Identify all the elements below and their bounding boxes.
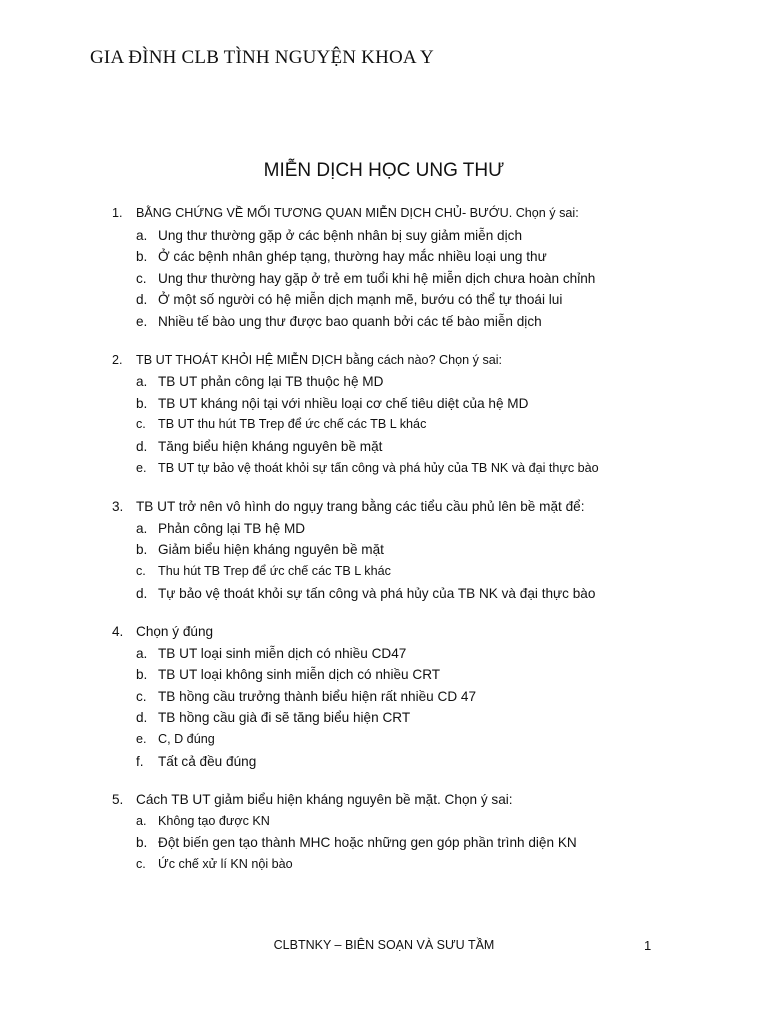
option-text: Ung thư thường gặp ở các bệnh nhân bị suy giảm miễn dịch — [158, 227, 522, 243]
question-1 — [0, 203, 768, 333]
question-text: BẰNG CHỨNG VỀ MỐI TƯƠNG QUAN MIỄN DỊCH CHỦ- BƯỚU. Chọn ý sai: — [136, 206, 579, 220]
option — [0, 371, 768, 393]
option — [0, 664, 768, 686]
option-letter: d. — [136, 710, 148, 726]
option-letter: a. — [136, 645, 148, 661]
question-stem — [0, 496, 768, 518]
option-letter: c. — [136, 270, 147, 286]
option — [0, 854, 768, 876]
option — [0, 729, 768, 751]
option-text: TB UT tự bảo vệ thoát khỏi sự tấn công và phá hủy của TB NK và đại thực bào — [158, 460, 599, 475]
option-letter: a. — [136, 813, 147, 828]
option — [0, 518, 768, 540]
option-letter: a. — [136, 520, 148, 536]
option-letter: e. — [136, 460, 147, 475]
option — [0, 707, 768, 729]
question-number: 3. — [112, 499, 124, 515]
option — [0, 811, 768, 833]
question-number: 5. — [112, 792, 124, 808]
option-letter: b. — [136, 249, 148, 265]
question-list — [0, 203, 768, 893]
document-header: GIA ĐÌNH CLB TÌNH NGUYỆN KHOA Y — [90, 47, 434, 68]
option-text: C, D đúng — [158, 732, 215, 747]
option-text: Giảm biểu hiện kháng nguyên bề mặt — [158, 542, 384, 558]
question-stem — [0, 789, 768, 811]
option — [0, 686, 768, 708]
question-5 — [0, 789, 768, 875]
question-3 — [0, 496, 768, 604]
question-stem — [0, 621, 768, 643]
option-letter: d. — [136, 585, 148, 601]
option-text: Đột biến gen tạo thành MHC hoặc những gen góp phần trình diện KN — [158, 835, 577, 851]
question-text: Cách TB UT giảm biểu hiện kháng nguyên bề mặt. Chọn ý sai: — [136, 792, 513, 808]
option-letter: c. — [136, 857, 146, 872]
option-text: Ở các bệnh nhân ghép tạng, thường hay mắc nhiều loại ung thư — [158, 249, 547, 265]
option-letter: d. — [136, 438, 148, 454]
option-letter: b. — [136, 542, 148, 558]
page-number: 1 — [644, 938, 652, 953]
option-text: TB UT loại không sinh miễn dịch có nhiều CRT — [158, 667, 441, 683]
option-letter: b. — [136, 667, 148, 683]
option-text: Phản công lại TB hệ MD — [158, 520, 306, 536]
option-text: TB UT thu hút TB Trep để ức chế các TB L khác — [158, 417, 427, 432]
option-text: Ức chế xử lí KN nội bào — [158, 857, 293, 872]
option-text: TB hồng cầu trưởng thành biểu hiện rất nhiều CD 47 — [158, 688, 477, 704]
option — [0, 832, 768, 854]
option-letter: d. — [136, 292, 148, 308]
question-2 — [0, 350, 768, 480]
question-text: TB UT THOÁT KHỎI HỆ MIỄN DỊCH bằng cách nào? Chọn ý sai: — [136, 352, 503, 367]
option — [0, 289, 768, 311]
page-title: MIỄN DỊCH HỌC UNG THƯ — [263, 160, 505, 181]
option-text: TB UT kháng nội tại với nhiều loại cơ chế tiêu diệt của hệ MD — [158, 395, 529, 411]
option-letter: f. — [136, 753, 144, 769]
option — [0, 583, 768, 605]
question-number: 2. — [112, 352, 123, 367]
option — [0, 225, 768, 247]
option-letter: e. — [136, 313, 148, 329]
option-letter: a. — [136, 374, 148, 390]
option — [0, 561, 768, 583]
question-4 — [0, 621, 768, 772]
option — [0, 751, 768, 773]
option-text: Không tạo được KN — [158, 813, 270, 828]
question-stem — [0, 203, 768, 225]
option-letter: b. — [136, 835, 148, 851]
option-text: TB UT loại sinh miễn dịch có nhiều CD47 — [158, 645, 407, 661]
question-text: Chọn ý đúng — [136, 624, 214, 640]
option-letter: c. — [136, 563, 146, 578]
option-letter: e. — [136, 732, 147, 747]
option — [0, 393, 768, 415]
option — [0, 268, 768, 290]
option-text: Tăng biểu hiện kháng nguyên bề mặt — [158, 438, 383, 454]
option-text: TB UT phản công lại TB thuộc hệ MD — [158, 374, 384, 390]
option — [0, 246, 768, 268]
option — [0, 436, 768, 458]
option-letter: a. — [136, 227, 148, 243]
option — [0, 539, 768, 561]
option — [0, 311, 768, 333]
question-number: 4. — [112, 624, 124, 640]
option-text: Ung thư thường hay gặp ở trẻ em tuổi khi hệ miễn dịch chưa hoàn chỉnh — [158, 270, 596, 286]
option-letter: c. — [136, 688, 147, 704]
option-text: Tất cả đều đúng — [158, 753, 257, 769]
option — [0, 458, 768, 480]
question-stem — [0, 350, 768, 372]
option-letter: b. — [136, 395, 148, 411]
option — [0, 643, 768, 665]
option — [0, 414, 768, 436]
option-text: Ở một số người có hệ miễn dịch mạnh mẽ, bướu có thể tự thoái lui — [158, 292, 563, 308]
page-footer: CLBTNKY – BIÊN SOẠN VÀ SƯU TẦM — [273, 938, 495, 952]
option-letter: c. — [136, 417, 146, 432]
option-text: Nhiều tế bào ung thư được bao quanh bởi các tế bào miễn dịch — [158, 313, 542, 329]
question-text: TB UT trở nên vô hình do ngụy trang bằng các tiểu cầu phủ lên bề mặt để: — [136, 499, 585, 515]
option-text: Thu hút TB Trep để ức chế các TB L khác — [158, 563, 391, 578]
question-number: 1. — [112, 206, 123, 220]
option-text: TB hồng cầu già đi sẽ tăng biểu hiện CRT — [158, 710, 411, 726]
option-text: Tự bảo vệ thoát khỏi sự tấn công và phá hủy của TB NK và đại thực bào — [158, 585, 596, 601]
